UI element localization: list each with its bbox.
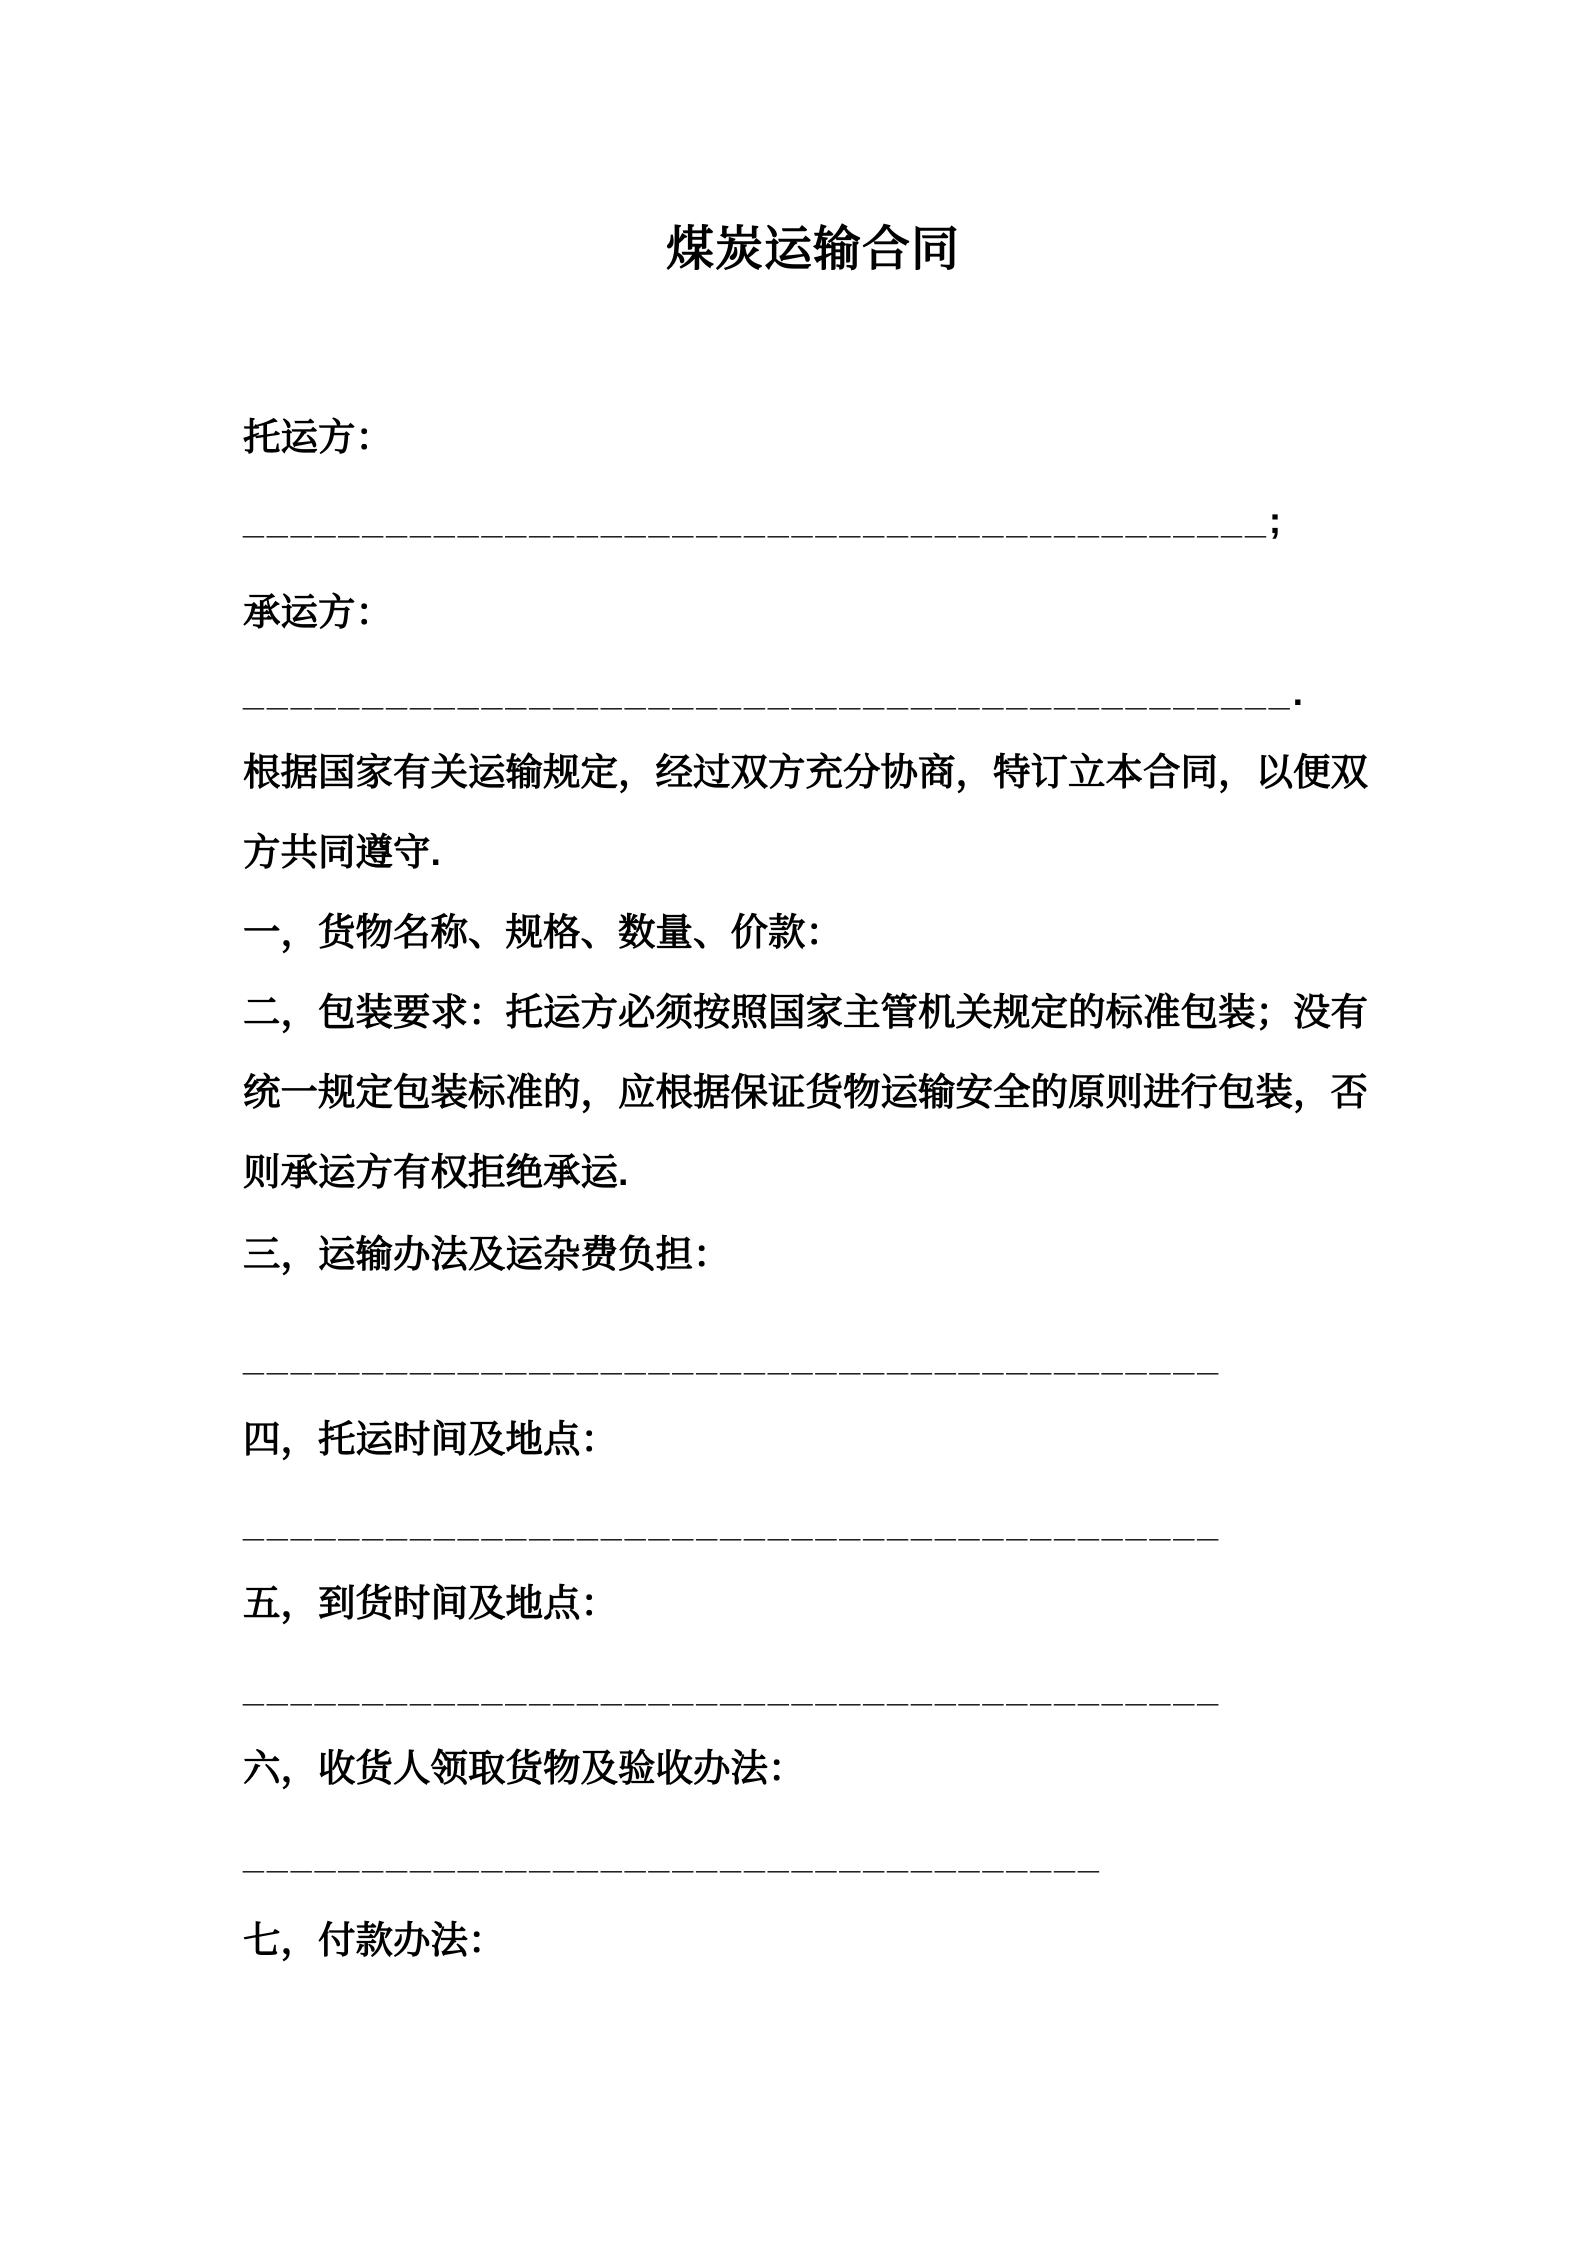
clause-1-goods: 一，货物名称、规格、数量、价款： (243, 911, 843, 953)
clause-7-payment: 七，付款办法： (243, 1919, 506, 1961)
clause-2-packing: 二，包装要求：托运方必须按照国家主管机关规定的标准包装；没有统一规定包装标准的，应根据保证货物运输安全的原则进行包装，否则承运方有权拒绝承运. (243, 991, 1368, 1193)
clause-6-receiving: 六，收货人领取货物及验收办法： (243, 1747, 806, 1789)
carrier-blank-line: ____________________________________________. (243, 671, 1307, 713)
carrier-label: 承运方： (243, 591, 393, 633)
clause-5-arrival-time: 五，到货时间及地点： (243, 1582, 618, 1624)
shipper-blank-line: ___________________________________________; (243, 499, 1285, 541)
clause-6-blank-line: ____________________________________ (243, 1834, 1102, 1876)
clause-3-transport-method: 三，运输办法及运杂费负担： (243, 1233, 731, 1275)
clause-4-blank-line: _________________________________________ (243, 1502, 1222, 1544)
preamble-paragraph: 根据国家有关运输规定，经过双方充分协商，特订立本合同，以便双方共同遵守. (243, 751, 1368, 873)
clause-3-blank-line: _________________________________________ (243, 1336, 1222, 1378)
shipper-label: 托运方： (243, 416, 393, 458)
document-title: 煤炭运输合同 (665, 223, 960, 276)
clause-4-shipping-time: 四，托运时间及地点： (243, 1418, 618, 1460)
clause-5-blank-line: _________________________________________ (243, 1667, 1222, 1709)
